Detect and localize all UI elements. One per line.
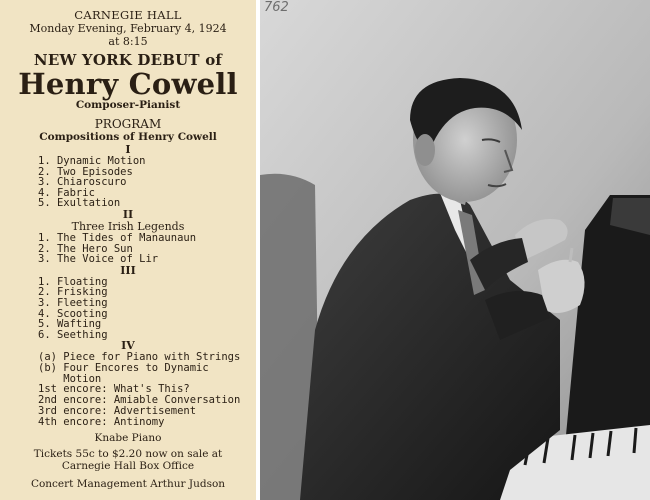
list-item: 5. Wafting	[38, 318, 102, 331]
list-item: 2. The Hero Sun	[38, 242, 133, 255]
encore-item: 2nd encore: Amiable Conversation	[38, 394, 241, 407]
ticket-line-1: Tickets 55c to $2.20 now on sale at	[33, 448, 223, 461]
program-title: PROGRAM	[94, 117, 162, 131]
list-item: 2. Two Episodes	[38, 165, 133, 178]
debut-heading: NEW YORK DEBUT of	[33, 51, 223, 69]
encore-item: 3rd encore: Advertisement	[38, 405, 197, 418]
program-section-4	[0, 340, 256, 384]
list-item: 4. Fabric	[38, 186, 95, 199]
section-items	[0, 352, 256, 384]
section-numeral: I	[125, 143, 131, 156]
program-section-2	[0, 209, 256, 265]
encore-list	[0, 384, 256, 428]
section-numeral: II	[122, 207, 134, 221]
encore-item: 4th encore: Antinomy	[38, 416, 165, 429]
list-item: 5. Exultation	[38, 197, 121, 210]
section-numeral: IV	[121, 339, 135, 353]
section-items	[0, 233, 256, 265]
photo-corner-mark: 762	[264, 0, 289, 15]
concert-program	[0, 0, 256, 500]
performer-name: Henry Cowell	[18, 67, 238, 101]
ticket-info	[0, 449, 256, 472]
ticket-line-2: Carnegie Hall Box Office	[61, 459, 195, 472]
program-section-3	[0, 265, 256, 341]
time-line: at 8:15	[108, 35, 148, 48]
portrait-photo	[260, 0, 650, 500]
list-item: 4. Scooting	[38, 307, 108, 320]
section-title: Three Irish Legends	[71, 219, 185, 233]
performer-subtitle: Composer-Pianist	[75, 99, 181, 111]
program-subtitle: Compositions of Henry Cowell	[39, 131, 217, 143]
list-item: 6. Seething	[38, 328, 108, 341]
list-item: 2. Frisking	[38, 286, 108, 299]
list-item: 3. Fleeting	[38, 296, 108, 309]
list-item: 1. Floating	[38, 275, 108, 288]
section-numeral: III	[120, 263, 136, 277]
venue-title: CARNEGIE HALL	[74, 8, 182, 22]
list-item: 3. Chiaroscuro	[38, 176, 127, 189]
list-item: (a) Piece for Piano with Strings	[38, 351, 241, 364]
list-item: 1. Dynamic Motion	[38, 155, 146, 167]
date-line: Monday Evening, February 4, 1924	[29, 22, 227, 35]
finger	[570, 248, 572, 262]
pianist-photo-image	[260, 0, 650, 500]
ear	[415, 134, 435, 166]
program-section-1	[0, 144, 256, 209]
list-item: 3. The Voice of Lir	[38, 253, 159, 266]
section-items	[0, 277, 256, 341]
list-item: (b) Four Encores to Dynamic	[38, 361, 209, 374]
list-item: Motion	[38, 372, 102, 385]
list-item: 1. The Tides of Manaunaun	[38, 231, 197, 244]
piano-credit: Knabe Piano	[94, 432, 162, 445]
encore-item: 1st encore: What's This?	[38, 383, 190, 396]
management-credit: Concert Management Arthur Judson	[30, 478, 226, 491]
section-items	[0, 156, 256, 209]
